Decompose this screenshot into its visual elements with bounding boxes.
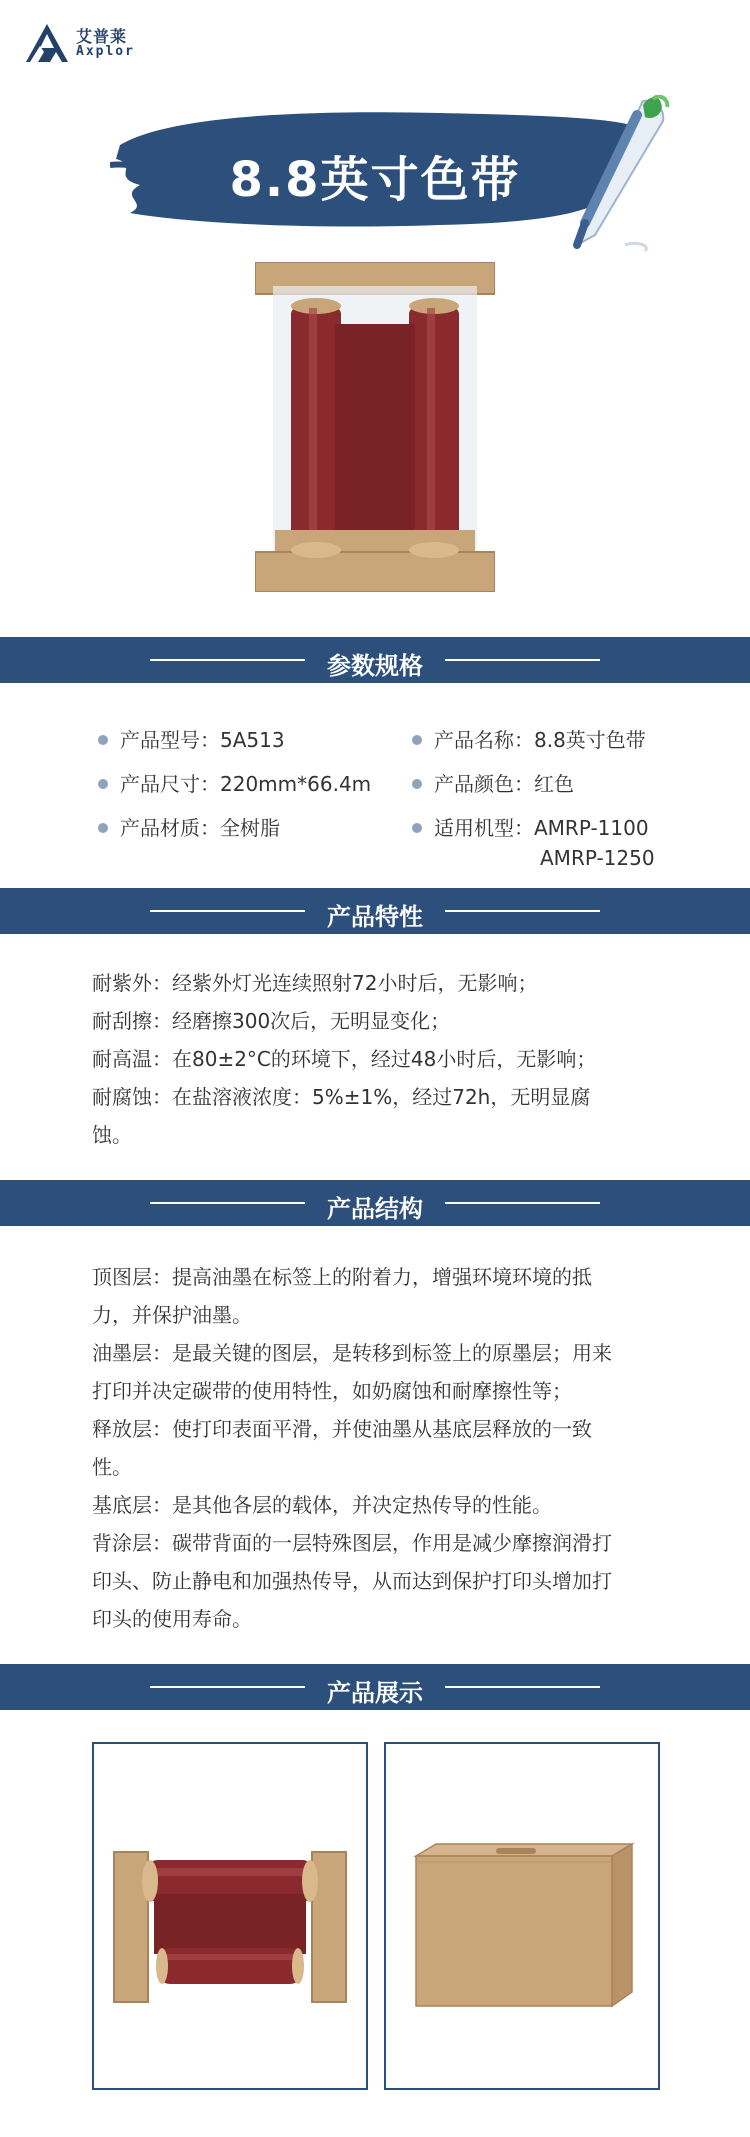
- bullet-icon: [412, 735, 422, 745]
- showcase-image-ribbon: [92, 1742, 368, 2090]
- paintbrush-icon: [555, 95, 675, 255]
- title-banner: [0, 95, 750, 275]
- section-header-params: [0, 637, 750, 683]
- section-header-showcase: [0, 1664, 750, 1710]
- bullet-icon: [412, 823, 422, 833]
- feature-line: 耐高温：在80±2°C的环境下，经过48小时后，无影响；: [92, 1047, 597, 1071]
- structure-line: 印头、防止静电和加强热传导，从而达到保护打印头增加打: [92, 1569, 612, 1593]
- structure-line: 顶图层：提高油墨在标签上的附着力，增强环境环境的抵: [92, 1265, 592, 1289]
- ribbon-roll-image: [94, 1744, 366, 2088]
- page-title: 8.8英寸色带: [229, 152, 521, 208]
- section-title-structure: 产品结构: [327, 1195, 423, 1223]
- spec-material: 产品材质：全树脂: [98, 814, 280, 842]
- structure-line: 打印并决定碳带的使用特性，如奶腐蚀和耐摩擦性等；: [92, 1379, 572, 1403]
- spec-compatible: 适用机型：AMRP-1100: [412, 814, 649, 842]
- section-header-structure: [0, 1180, 750, 1226]
- bullet-icon: [98, 823, 108, 833]
- product-ribbon-image: [255, 262, 495, 592]
- feature-line: 耐腐蚀：在盐溶液浓度：5%±1%，经过72h，无明显腐: [92, 1085, 591, 1109]
- features-text: [92, 964, 672, 1154]
- section-title-showcase: 产品展示: [327, 1679, 423, 1707]
- section-title-features: 产品特性: [327, 903, 423, 931]
- brand-logo: [24, 22, 224, 66]
- spec-model: 产品型号：5A513: [98, 726, 285, 754]
- feature-line: 耐刮擦：经磨擦300次后，无明显变化；: [92, 1009, 451, 1033]
- spec-size: 产品尺寸：220mm*66.4m: [98, 770, 371, 798]
- brand-name-en: Axplor: [76, 44, 135, 59]
- structure-line: 力，并保护油墨。: [92, 1303, 252, 1327]
- bullet-icon: [98, 779, 108, 789]
- structure-line: 背涂层：碳带背面的一层特殊图层，作用是减少摩擦润滑打: [92, 1531, 612, 1555]
- structure-line: 基底层：是其他各层的载体，并决定热传导的性能。: [92, 1493, 552, 1517]
- feature-line: 耐紫外：经紫外灯光连续照射72小时后，无影响；: [92, 971, 538, 995]
- structure-line: 印头的使用寿命。: [92, 1607, 252, 1631]
- logo-mark-icon: [24, 22, 70, 64]
- packaging-box-image: [386, 1744, 658, 2088]
- section-title-params: 参数规格: [327, 652, 423, 680]
- brand-name-cn: 艾普莱: [76, 27, 128, 46]
- structure-line: 性。: [92, 1455, 132, 1479]
- feature-line: 蚀。: [92, 1123, 132, 1147]
- section-header-features: [0, 888, 750, 934]
- structure-line: 释放层：使打印表面平滑，并使油墨从基底层释放的一致: [92, 1417, 592, 1441]
- spec-name: 产品名称：8.8英寸色带: [412, 726, 646, 754]
- structure-line: 油墨层：是最关键的图层，是转移到标签上的原墨层；用来: [92, 1341, 612, 1365]
- bullet-icon: [98, 735, 108, 745]
- spec-compatible-2: AMRP-1250: [540, 846, 655, 870]
- spec-color: 产品颜色：红色: [412, 770, 574, 798]
- showcase-image-box: [384, 1742, 660, 2090]
- structure-text: [92, 1258, 672, 1638]
- bullet-icon: [412, 779, 422, 789]
